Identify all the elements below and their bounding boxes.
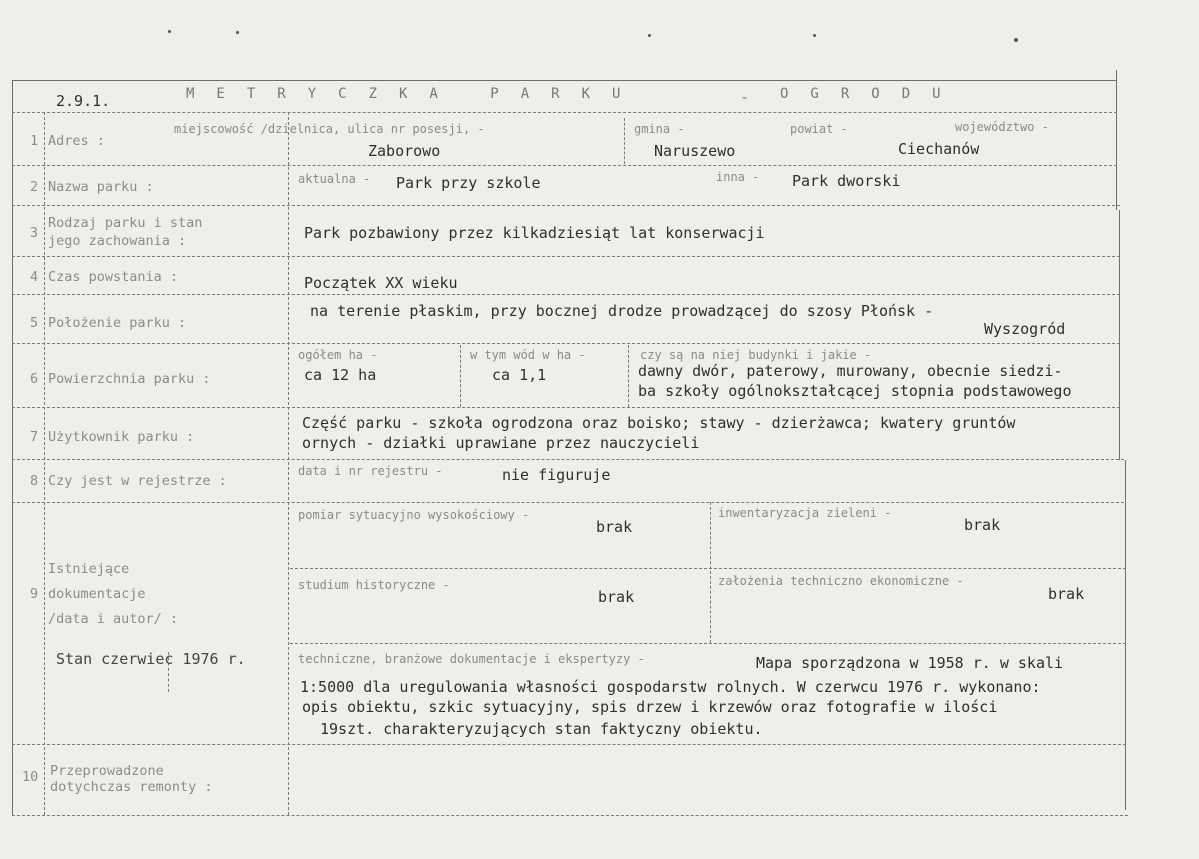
row1-div-a xyxy=(624,118,625,164)
row6-number: 6 xyxy=(30,371,39,387)
sep-row5 xyxy=(12,343,1120,344)
row2-sub-other: inna - xyxy=(716,170,760,184)
frame-bottom xyxy=(12,815,1128,816)
sep-row8 xyxy=(12,502,1124,503)
row6-label: Powierzchnia parku : xyxy=(48,371,211,387)
row6-sub-buildings: czy są na niej budynki i jakie - xyxy=(640,348,872,362)
row9-docs-3: opis obiektu, szkic sytuacyjny, spis drzew i krzewów oraz fotografie w ilości xyxy=(302,698,998,716)
row1-label: Adres : xyxy=(48,133,105,149)
row9-survey: brak xyxy=(596,518,633,536)
speck xyxy=(236,31,239,34)
row8-sub: data i nr rejestru - xyxy=(298,464,443,478)
row9-number: 9 xyxy=(30,586,39,602)
row5-value-2: Wyszogród xyxy=(984,320,1066,338)
row6-div-a xyxy=(460,345,461,407)
form-title-ogrodu: OGRODU xyxy=(780,86,963,102)
row2-other: Park dworski xyxy=(792,172,901,190)
row1-sub-gmina: gmina - xyxy=(634,122,685,136)
form-title-metryczka: METRYCZKA PARKU xyxy=(186,86,643,102)
row4-value: Początek XX wieku xyxy=(304,274,458,292)
row7-value-1: Część parku - szkoła ogrodzona oraz boisko; stawy - dzierżawca; kwatery gruntów xyxy=(302,414,1016,432)
speck xyxy=(168,30,171,33)
row2-number: 2 xyxy=(30,179,39,195)
sep-row2 xyxy=(12,205,1120,206)
row3-value: Park pozbawiony przez kilkadziesiąt lat konserwacji xyxy=(304,224,765,242)
row9-div xyxy=(710,502,711,643)
row9-label-2: dokumentacje xyxy=(48,586,146,602)
row1-locality: Zaborowo xyxy=(368,142,441,160)
frame-right-a xyxy=(1116,70,1117,210)
row9-sub-inventory: inwentaryzacja zieleni - xyxy=(718,506,892,520)
row9-docs-4: 19szt. charakteryzujących stan faktyczny obiektu. xyxy=(320,720,763,738)
frame-left xyxy=(12,80,13,815)
form-title-dash: - xyxy=(740,88,750,106)
row7-value-2: ornych - działki uprawiane przez nauczycieli xyxy=(302,434,700,452)
row2-sub-current: aktualna - xyxy=(298,172,371,186)
row8-number: 8 xyxy=(30,473,39,489)
sep-row4 xyxy=(12,294,1120,295)
sep-row6 xyxy=(12,407,1120,408)
row3-number: 3 xyxy=(30,225,39,241)
row10-number: 10 xyxy=(22,769,39,785)
row8-label: Czy jest w rejestrze : xyxy=(48,473,227,489)
frame-right-c xyxy=(1125,460,1126,810)
row9-sub-history: studium historyczne - xyxy=(298,578,450,592)
row2-label: Nazwa parku : xyxy=(48,179,154,195)
row6-total: ca 12 ha xyxy=(304,366,377,384)
speck xyxy=(1014,38,1018,42)
row6-buildings-1: dawny dwór, paterowy, murowany, obecnie siedzi- xyxy=(638,362,1063,380)
row2-current: Park przy szkole xyxy=(396,174,541,192)
row9-sub-docs: techniczne, branżowe dokumentacje i ekspertyzy - xyxy=(298,652,645,666)
sep-row9-a xyxy=(290,568,1126,569)
row10-label-1: Przeprowadzone xyxy=(50,763,164,779)
row5-number: 5 xyxy=(30,315,39,331)
row6-buildings-2: ba szkoły ogólnokształcącej stopnia podstawowego xyxy=(638,382,1072,400)
sep-header xyxy=(12,112,1117,113)
row9-history: brak xyxy=(598,588,635,606)
num-col-sep xyxy=(44,112,45,815)
row5-label: Położenie parku : xyxy=(48,315,187,331)
row6-sub-total: ogółem ha - xyxy=(298,348,378,362)
row3-label-1: Rodzaj parku i stan xyxy=(48,215,203,231)
row9-inventory: brak xyxy=(964,516,1001,534)
row9-label-1: Istniejące xyxy=(48,561,130,577)
row9-sub-tech: założenia techniczno ekonomiczne - xyxy=(718,574,964,588)
row6-div-b xyxy=(628,345,629,407)
row9-label-3: /data i autor/ : xyxy=(48,611,179,627)
row7-number: 7 xyxy=(30,429,39,445)
row9-sub-survey: pomiar sytuacyjno wysokościowy - xyxy=(298,508,530,522)
row4-label: Czas powstania : xyxy=(48,269,179,285)
row1-number: 1 xyxy=(30,133,39,149)
row6-water: ca 1,1 xyxy=(492,366,547,384)
row3-label-2: jego zachowania : xyxy=(48,233,187,249)
row8-value: nie figuruje xyxy=(502,466,611,484)
row9-docs-2: 1:5000 dla uregulowania własności gospodarstw rolnych. W czerwcu 1976 r. wykonano: xyxy=(300,678,1041,696)
frame-top xyxy=(12,80,1117,81)
row9-docs-1: Mapa sporządzona w 1958 r. w skali xyxy=(756,654,1064,672)
form-number: 2.9.1. xyxy=(56,92,111,110)
row9-tech: brak xyxy=(1048,585,1085,603)
sep-row1 xyxy=(12,165,1117,166)
label-col-sep xyxy=(288,112,289,815)
speck xyxy=(648,34,651,37)
frame-right-b xyxy=(1119,210,1120,460)
row1-sub-locality: miejscowość /dzielnica, ulica nr posesji, - xyxy=(174,122,485,136)
sep-row7 xyxy=(12,459,1124,460)
speck xyxy=(813,34,816,37)
row4-number: 4 xyxy=(30,269,39,285)
row1-sub-woj: województwo - xyxy=(955,120,1049,134)
row1-woj: Ciechanów xyxy=(898,140,980,158)
row7-label: Użytkownik parku : xyxy=(48,429,195,445)
sep-row9-b xyxy=(290,643,1126,644)
row9-state: Stan czerwiec 1976 r. xyxy=(56,650,246,668)
row1-gmina: Naruszewo xyxy=(654,142,736,160)
row10-label-2: dotychczas remonty : xyxy=(50,779,213,795)
sep-row9 xyxy=(12,744,1126,745)
row6-sub-water: w tym wód w ha - xyxy=(470,348,586,362)
sep-row3 xyxy=(12,256,1120,257)
row5-value-1: na terenie płaskim, przy bocznej drodze prowadzącej do szosy Płońsk - xyxy=(310,302,934,320)
row1-sub-powiat: powiat - xyxy=(790,122,848,136)
